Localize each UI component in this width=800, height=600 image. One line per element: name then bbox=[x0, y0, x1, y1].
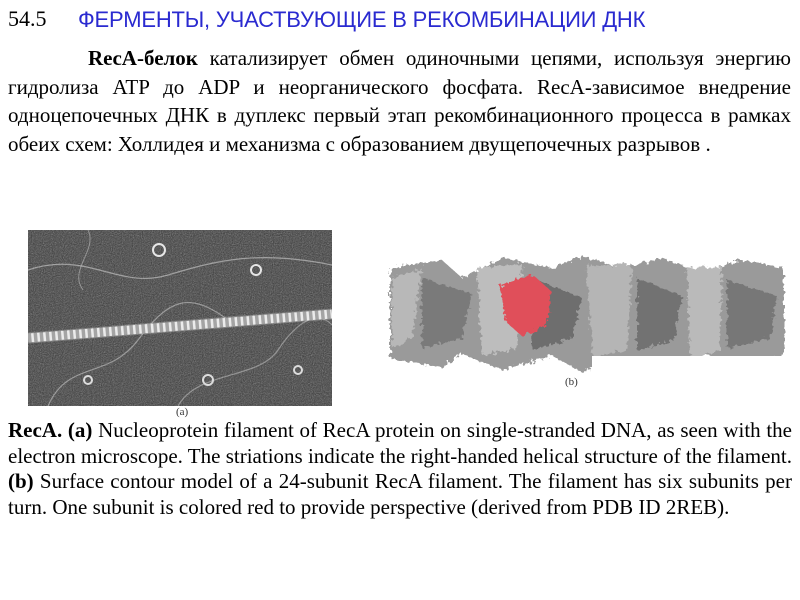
caption-a-text: Nucleoprotein filament of RecA protein on single-stranded DNA, as seen with the electron microscope. The striations indicate the right-handed helical structure of the filament. bbox=[8, 418, 792, 468]
intro-paragraph bbox=[8, 44, 791, 158]
caption-b-text: Surface contour model of a 24-subunit RecA filament. The filament has six subunits per turn. One subunit is colored red to provide perspective (derived from PDB ID 2REB). bbox=[8, 469, 792, 519]
figure-a-label: (a) bbox=[176, 406, 189, 418]
figure-b-label: (b) bbox=[565, 376, 578, 388]
slide-number: 54.5 bbox=[8, 6, 47, 31]
electron-micrograph-image bbox=[28, 230, 332, 406]
intro-bold-term: RecA-белок bbox=[88, 46, 198, 70]
slide-title: ФЕРМЕНТЫ, УЧАСТВУЮЩИЕ В РЕКОМБИНАЦИИ ДНК bbox=[78, 7, 646, 32]
caption-b-marker: (b) bbox=[8, 469, 34, 493]
surface-model-image bbox=[382, 238, 792, 390]
figure-caption bbox=[8, 418, 792, 520]
caption-a-marker: (a) bbox=[67, 418, 93, 442]
caption-title: RecA. bbox=[8, 418, 63, 442]
intro-text: катализирует обмен одиночными цепями, используя энергию гидролиза ATP до ADP и неорганического фосфата. RecA-зависимое внедрение одноцепочечных ДНК в дуплекс первый этап рекомбинационного процесса в рамках обеих схем: Холлидея и механизма с образованием двущепочечных разрывов . bbox=[8, 46, 791, 156]
